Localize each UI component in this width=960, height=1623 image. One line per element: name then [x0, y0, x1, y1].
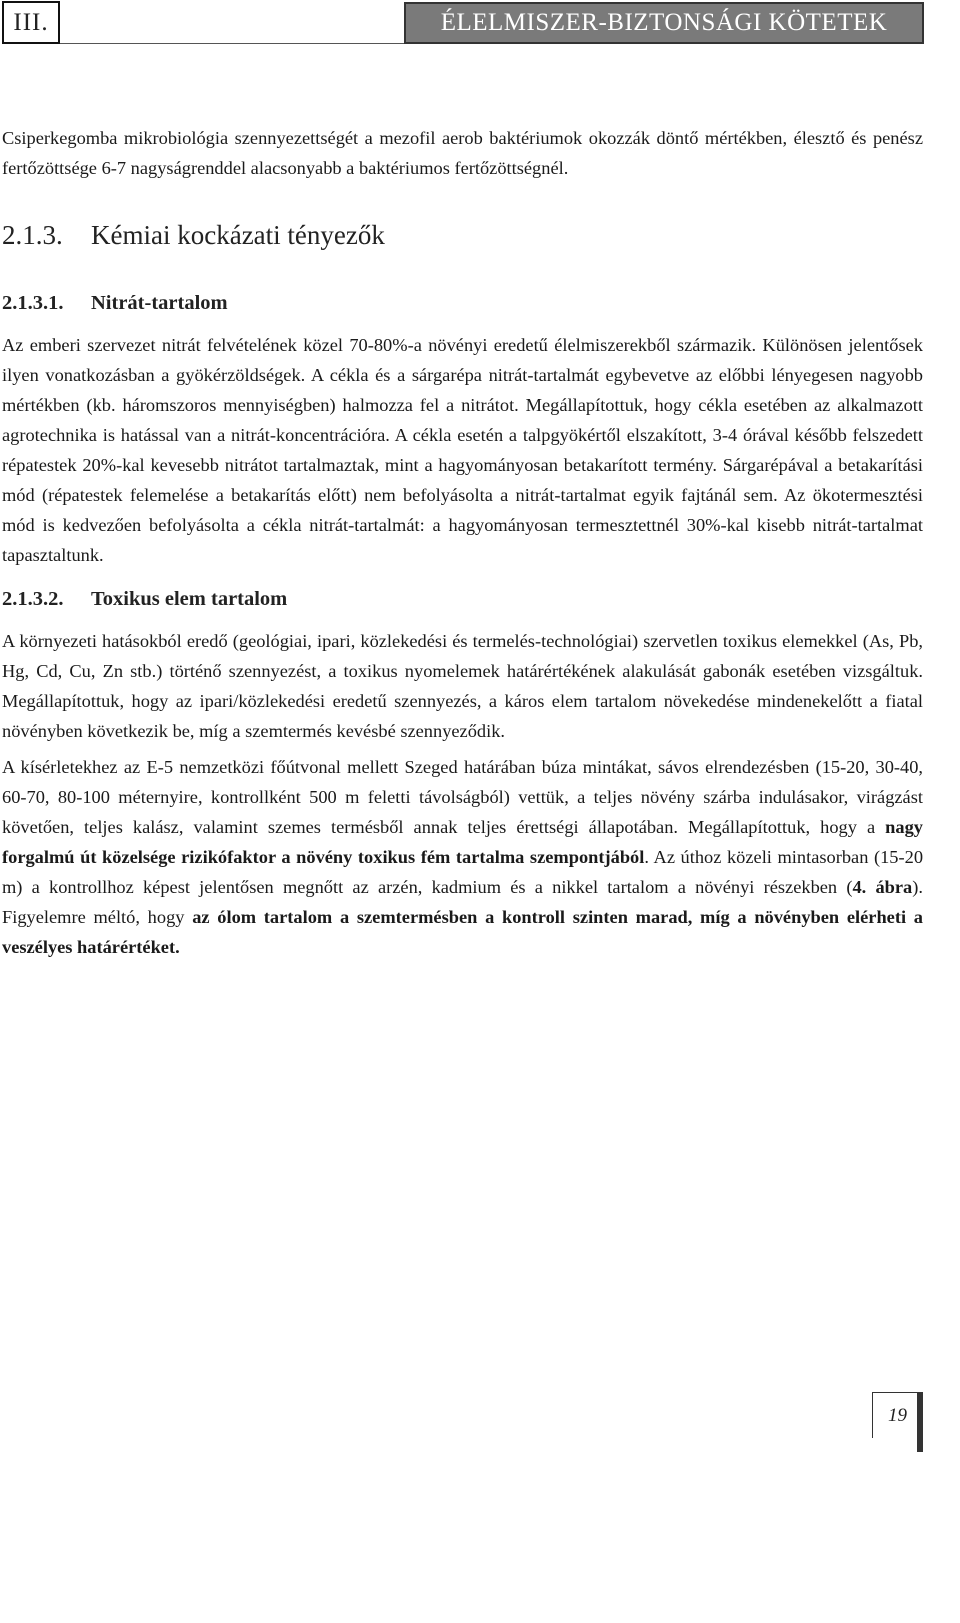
- text-run: . Az úthoz közeli mintasorban (15-20 m) a kontrollhoz képest jelentősen megnőtt az arzén, kadmium és a nikkel tartalom a növényi részekben (: [2, 847, 924, 897]
- subsection-heading-toxic: [2, 584, 923, 614]
- bold-run: nagy forgalmú út közelsége rizikófaktor a növény toxikus fém tartalma szempontjából: [2, 817, 923, 867]
- figure-reference: 4. ábra: [852, 877, 913, 897]
- page-number-rule: [917, 1392, 923, 1452]
- header-rule: [60, 43, 404, 44]
- intro-paragraph: Csiperkegomba mikrobiológia szennyezettségét a mezofil aerob baktériumok okozzák döntő mértékben, élesztő és penész fertőzöttsége 6-7 nagyságrenddel alacsonyabb a baktériumos fertőzöttségnél.: [2, 128, 923, 178]
- subsection-number: 2.1.3.2.: [2, 588, 64, 610]
- text-run: A kísérletekhez az E-5 nemzetközi főútvonal mellett Szeged határában búza mintákat, sávos elrendezésben (15-20, 30-40, 60-70, 80-100 méternyire, kontrollként 500 m feletti távolságból) vettük, a teljes növény szárba indulásakor, virágzást követően, teljes kalász, valamint szemes termésből annak teljes érettségi állapotában. Megállapítottuk, hogy a: [2, 757, 923, 837]
- series-title: ÉLELMISZER-BIZTONSÁGI KÖTETEK: [404, 2, 924, 44]
- toxic-paragraph-2: [2, 752, 923, 962]
- bold-run: az ólom tartalom a szemtermésben a kontroll szinten marad, míg a növényben elérheti a veszélyes határértéket.: [2, 907, 923, 957]
- subsection-title: Toxikus elem tartalom: [91, 588, 288, 610]
- section-heading: [2, 218, 923, 252]
- section-title: Kémiai kockázati tényezők: [91, 220, 385, 250]
- page-content: [2, 123, 923, 962]
- text-run: ). Figyelemre méltó, hogy: [2, 877, 923, 927]
- toxic-paragraph-1: A környezeti hatásokból eredő (geológiai, ipari, közlekedési és termelés-technológiai) szervetlen toxikus elemekkel (As, Pb, Hg, Cd, Cu, Zn stb.) történő szennyezést, a toxikus nyomelemek határértékének alakulását gabonák esetében vizsgáltuk. Megállapítottuk, hogy az ipari/közlekedési eredetű szennyezés, a káros elem tartalom növekedése mindenekelőtt a fiatal növényben következik be, míg a szemtermés kevésbé szennyeződik.: [2, 631, 923, 741]
- subsection-number: 2.1.3.1.: [2, 292, 64, 314]
- subsection-heading-nitrate: [2, 288, 923, 318]
- section-number: 2.1.3.: [2, 220, 63, 250]
- volume-label: III.: [2, 1, 60, 44]
- nitrate-paragraph: Az emberi szervezet nitrát felvételének közel 70-80%-a növényi eredetű élelmiszerekből származik. Különösen jelentősek ilyen vonatkozásban a gyökérzöldségek. A cékla és a sárgarépa nitrát-tartalmát egybevetve az előbbi lényegesen nagyobb mértékben (kb. háromszoros mennyiségben) halmozza fel a nitrátot. Megállapítottuk, hogy cékla esetében az alkalmazott agrotechnika is hatással van a nitrát-koncentrációra. A cékla esetén a talpgyökértől elszakított, 3-4 órával később felszedett répatestek 20%-kal kevesebb nitrátot tartalmaztak, mint a hagyományosan betakarított termény. Sárgarépával a betakarítási mód (répatestek felemelése a betakarítás előtt) nem befolyásolta a nitrát-tartalmat egyik fajtánál sem. Az ökotermesztési mód is kedvezően befolyásolta a cékla nitrát-tartalmát: a hagyományosan termesztettnél 30%-kal kisebb nitrát-tartalmat tapasztaltunk.: [2, 335, 923, 565]
- page-number: 19: [872, 1392, 923, 1438]
- subsection-title: Nitrát-tartalom: [91, 292, 228, 314]
